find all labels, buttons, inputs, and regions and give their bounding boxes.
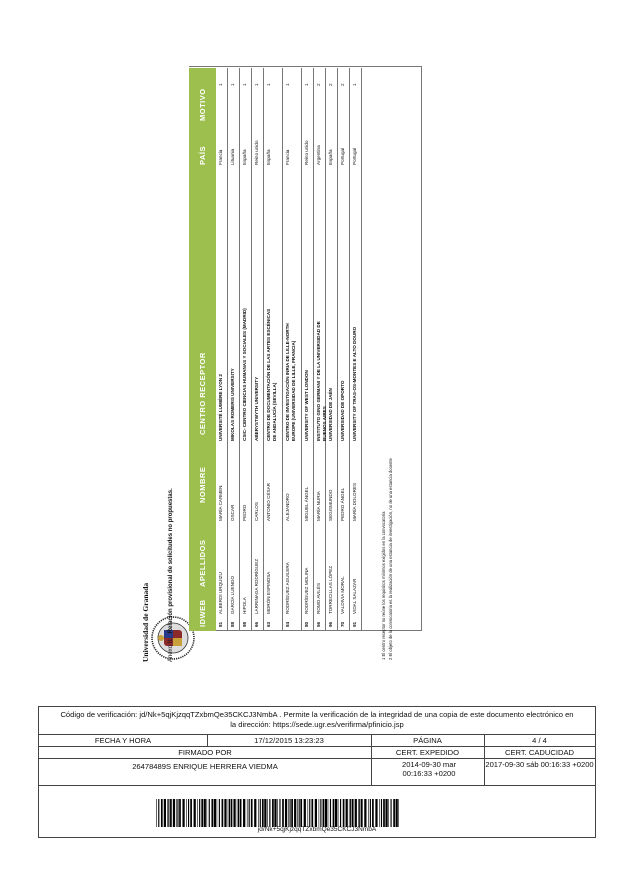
row-nombre: MARÍA NURIA (316, 491, 321, 521)
applications-table (189, 68, 362, 631)
row-pais: Reino unido (304, 140, 309, 165)
row-centro: CENTRO DE DOCUMENTACIÓN DE LAS ARTES ESCÉNICAS DE ANDALUCÍA (SEVILLA) (266, 308, 277, 441)
header-pais: PAÍS (198, 146, 207, 165)
firmante-value: 26478489S ENRIQUE HERRERA VIEDMA (132, 762, 278, 771)
row-pais: España (266, 149, 271, 165)
row-motivo: 1 (352, 83, 357, 86)
row-pais: España (242, 149, 247, 165)
footnote-2: 2 El objeto de la convocatoria es la realización de una estancia de investigación, no de una estancia docente (388, 458, 393, 660)
header-centro: CENTRO RECEPTOR (198, 352, 207, 435)
row-pais: España (328, 149, 333, 165)
row-motivo: 2 (328, 83, 333, 86)
firmado-label: FIRMADO POR (178, 748, 232, 757)
row-apellidos: HIPOLA (242, 597, 247, 614)
row-motivo: 1 (285, 83, 290, 86)
table-row (302, 68, 314, 631)
table-row (338, 68, 350, 631)
row-centro: MIKOLAS ROMERIS UNIVERSITY (230, 368, 235, 441)
row-centro: UNIVERSITÉ LUMIÈRE LYON 2 (218, 374, 223, 441)
footnote-1: 1 El centro receptor no reúne los requisitos mínimos exigidos en la convocatoria (381, 511, 386, 660)
table-row (216, 68, 228, 631)
row-idweb: 63 (266, 621, 271, 627)
row-pais: Francia (218, 149, 223, 165)
annex-title: Relación provisional de solicitudes no propuestas. (168, 488, 174, 634)
row-nombre: ANTONIO CÉSAR (266, 483, 271, 521)
row-motivo: 1 (254, 83, 259, 86)
barcode-image (156, 799, 400, 827)
row-nombre: PEDRO ÁNGEL (340, 487, 345, 521)
row-nombre: ALEJANDRO (285, 493, 290, 521)
row-apellidos: ROMO AVILÉS (316, 582, 321, 614)
rotated-page-content (141, 0, 415, 664)
row-nombre: MARÍA CARMEN (218, 485, 223, 521)
header-idweb: IDWEB (198, 599, 207, 627)
table-row (283, 68, 302, 631)
row-centro: CENTRO DE INVESTIGACIÓN INRIA DE LILLE-NORTH EUROPE (UNIVERSIDAD DE LILLE, FRANCIA) (285, 323, 296, 441)
row-apellidos: VIDAL SALAZAR (352, 578, 357, 614)
caducidad-value: 2017-09-30 sáb 00:16:33 +0200 (485, 760, 594, 769)
row-pais: Lituania (230, 148, 235, 165)
row-centro: UNIVERSITY OF WEST LONDON (304, 370, 309, 441)
row-apellidos: ALBERDI URQUIZU (218, 572, 223, 614)
row-apellidos: RODRÍGUEZ AGUILERA (285, 562, 290, 614)
row-nombre: MIGUEL ÁNGEL (304, 486, 309, 521)
row-idweb: 91 (352, 621, 357, 627)
verification-box (38, 706, 596, 838)
table-row (228, 68, 240, 631)
row-nombre: MARÍA DOLORES (352, 482, 357, 521)
pagina-label: PÁGINA (413, 736, 442, 745)
fecha-label: FECHA Y HORA (94, 736, 152, 745)
row-centro: UNIVERSIDAD DE OPORTO (340, 380, 345, 441)
row-nombre: OSCAR (230, 504, 235, 521)
row-centro: UNIVERSIDAD DE JAÉN (328, 388, 333, 441)
row-motivo: 2 (316, 83, 321, 86)
row-centro: UNIVERSITY OF TRAS-OS-MONTES E ALTO DOURO (352, 326, 357, 441)
row-nombre: PEDRO (242, 504, 247, 521)
caducidad-label: CERT. CADUCIDAD (504, 748, 575, 757)
expedido-value: 2014-09-30 mar 00:16:33 +0200 (401, 760, 457, 778)
row-motivo: 1 (242, 83, 247, 86)
row-motivo: 1 (266, 83, 271, 86)
annex-heading (168, 488, 174, 662)
row-idweb: 66 (254, 621, 259, 627)
row-centro: ABERYSTWYTH UNIVERSITY (254, 376, 259, 441)
row-nombre: SEGISMUNDO (328, 489, 333, 521)
header-motivo: MOTIVO (198, 88, 207, 121)
row-idweb: 98 (242, 621, 247, 627)
table-row (240, 68, 252, 631)
expedido-label: CERT. EXPEDIDO (395, 748, 460, 757)
row-pais: Portugal (340, 147, 345, 165)
row-apellidos: VALDIVIA MORAL (340, 576, 345, 614)
table-row (350, 68, 362, 631)
fecha-value: 17/12/2015 13:23:23 (254, 736, 324, 745)
row-apellidos: RODRÍGUEZ MOLINA (304, 567, 309, 614)
university-name: Universidad de Granada (141, 582, 150, 662)
row-idweb: 80 (304, 621, 309, 627)
table-row (252, 68, 264, 631)
row-centro: INSTITUTO GINO GERMANI Y DE LA UNIVERSIDAD DE BUENOS AIRES (316, 321, 327, 441)
header-apellidos: APELLIDOS (198, 539, 207, 587)
row-apellidos: LARRINAGA RODRÍGUEZ (254, 558, 259, 614)
table-row (326, 68, 338, 631)
row-pais: Argentina (316, 145, 321, 165)
row-idweb: 96 (328, 621, 333, 627)
row-idweb: 84 (285, 621, 290, 627)
row-pais: Francia (285, 149, 290, 165)
row-idweb: 88 (230, 621, 235, 627)
row-apellidos: TORRECILLAS LÓPEZ (328, 565, 333, 614)
table-header (189, 68, 216, 631)
row-motivo: 1 (218, 83, 223, 86)
row-nombre: CARLOS (254, 502, 259, 521)
verification-text: Código de verificación: jd/Nk+5qjKjzqqTZxbmQe35CKCJ3NmbA . Permite la verificación de la integridad de una copia de este documento electrónico en la dirección: https://sede.ugr.es/verifirma/pfinicio.jsp (60, 710, 574, 729)
table-row (264, 68, 283, 631)
annex-label: Anexo II: (168, 638, 174, 662)
row-motivo: 1 (230, 83, 235, 86)
row-centro: CSIC- CENTRO CIENCIAS HUMANAS Y SOCIALES (MADRID) (242, 308, 247, 441)
row-pais: Portugal (352, 147, 357, 165)
barcode-text: jd/Nk+5qjKjzqqTZxbmQe35CKCJ3NmbA (257, 826, 377, 833)
header-nombre: NOMBRE (198, 466, 207, 503)
row-motivo: 2 (340, 83, 345, 86)
table-row (314, 68, 326, 631)
row-idweb: 56 (316, 621, 321, 627)
row-apellidos: GARCÍA LUENGO (230, 575, 235, 614)
table-body (216, 68, 362, 631)
row-apellidos: MORÓN ESPINOSA (266, 571, 271, 614)
pagina-value: 4 / 4 (532, 736, 547, 745)
row-motivo: 1 (304, 83, 309, 86)
row-idweb: 81 (218, 621, 223, 627)
row-idweb: 70 (340, 621, 345, 627)
row-pais: Reino unido (254, 140, 259, 165)
